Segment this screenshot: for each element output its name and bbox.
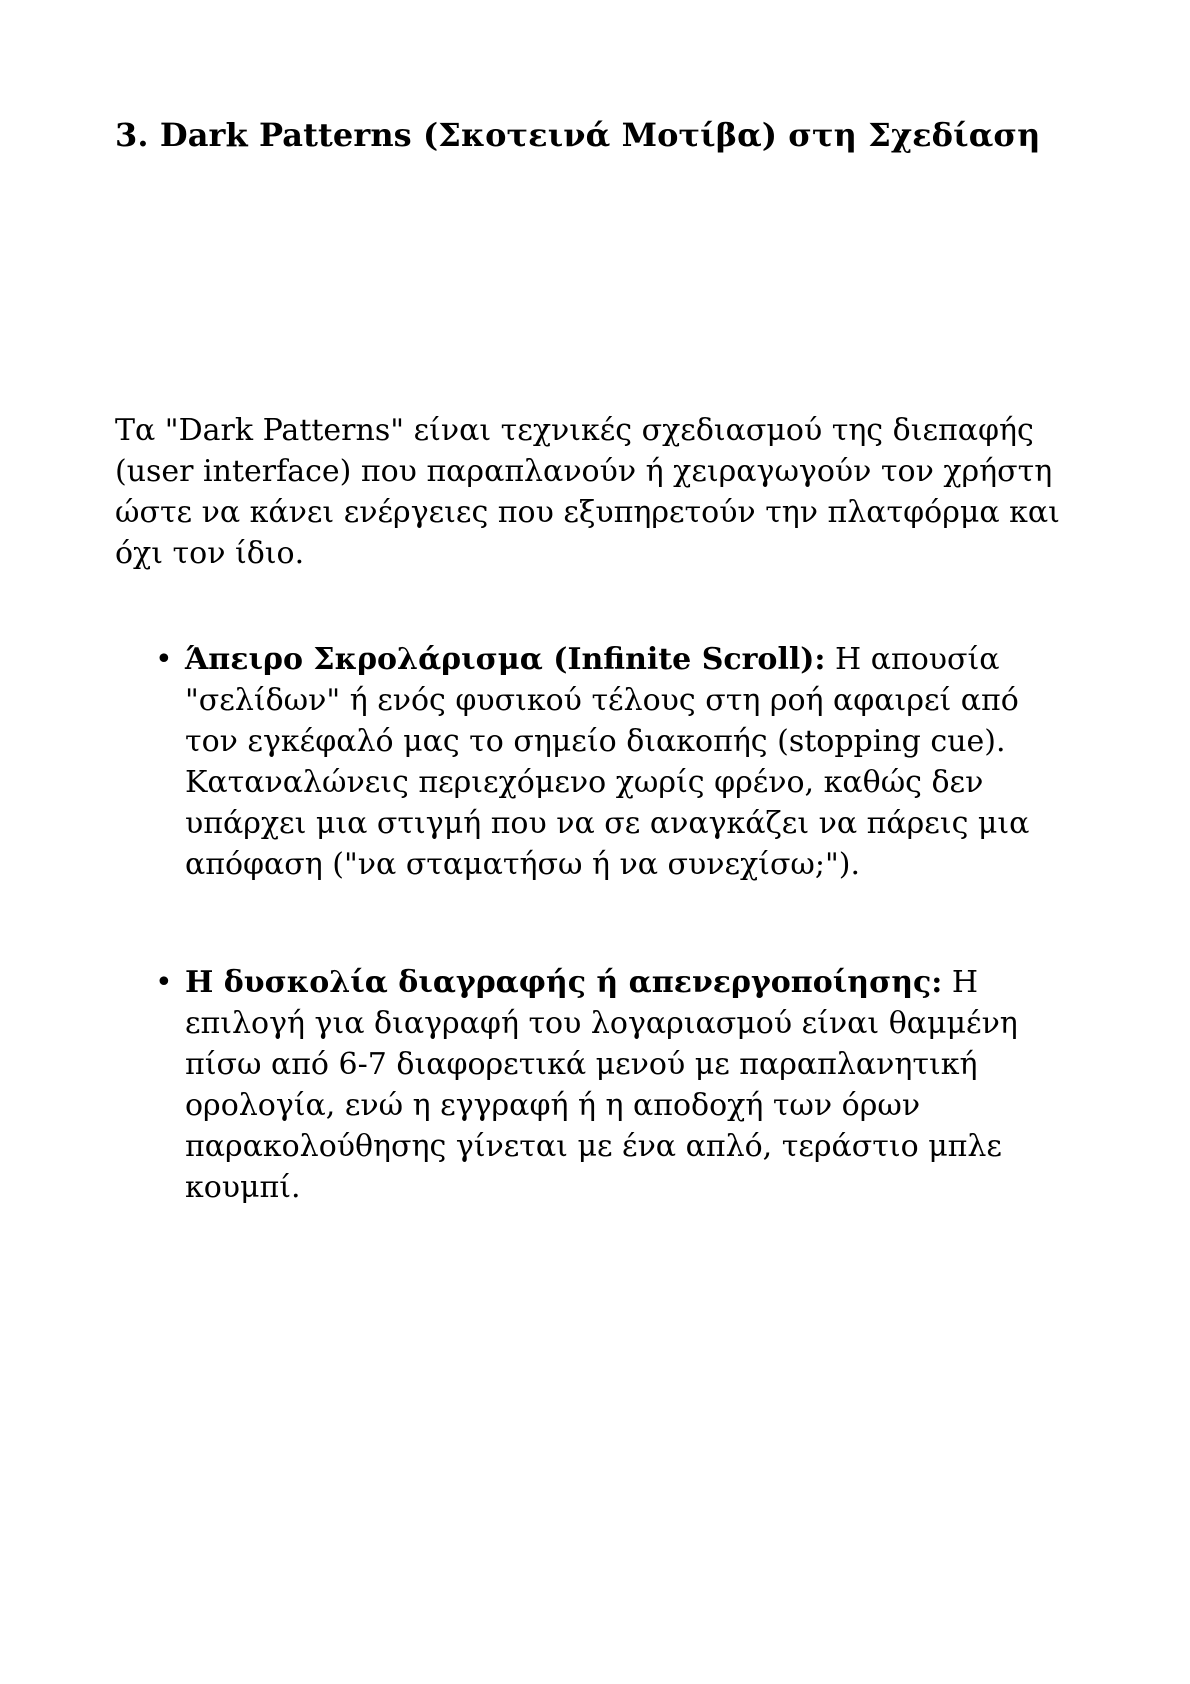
list-item-account-deletion bbox=[115, 962, 1075, 1208]
page-title: 3. Dark Patterns (Σκοτεινά Μοτίβα) στη Σχεδίαση bbox=[115, 116, 1041, 154]
bullet-term: Η δυσκολία διαγραφής ή απενεργοποίησης: bbox=[185, 965, 943, 1000]
bullet-marker: • bbox=[155, 642, 173, 677]
bullet-term: Άπειρο Σκρολάρισμα (Infinite Scroll): bbox=[185, 642, 826, 677]
bullet-text: Η επιλογή για διαγραφή του λογαριασμού είναι θαμμένη πίσω από 6-7 διαφορετικά μενού με παραπλανητική ορολογία, ενώ η εγγραφή ή η αποδοχή των όρων παρακολούθησης γίνεται με ένα απλό, τεράστιο μπλε κουμπί. bbox=[185, 965, 1018, 1205]
bullet-marker: • bbox=[155, 965, 173, 1000]
bullet-list bbox=[115, 639, 1075, 1208]
list-item-infinite-scroll bbox=[115, 639, 1075, 885]
bullet-text: Η απουσία "σελίδων" ή ενός φυσικού τέλους στη ροή αφαιρεί από τον εγκέφαλό μας το σημείο διακοπής (stopping cue). Καταναλώνεις περιεχόμενο χωρίς φρένο, καθώς δεν υπάρχει μια στιγμή που να σε αναγκάζει να πάρεις μια απόφαση ("να σταματήσω ή να συνεχίσω;"). bbox=[185, 642, 1030, 882]
intro-paragraph: Τα "Dark Patterns" είναι τεχνικές σχεδιασμού της διεπαφής (user interface) που παραπλανούν ή χειραγωγούν τον χρήστη ώστε να κάνει ενέργειες που εξυπηρετούν την πλατφόρμα και όχι τον ίδιο. bbox=[115, 413, 1060, 571]
